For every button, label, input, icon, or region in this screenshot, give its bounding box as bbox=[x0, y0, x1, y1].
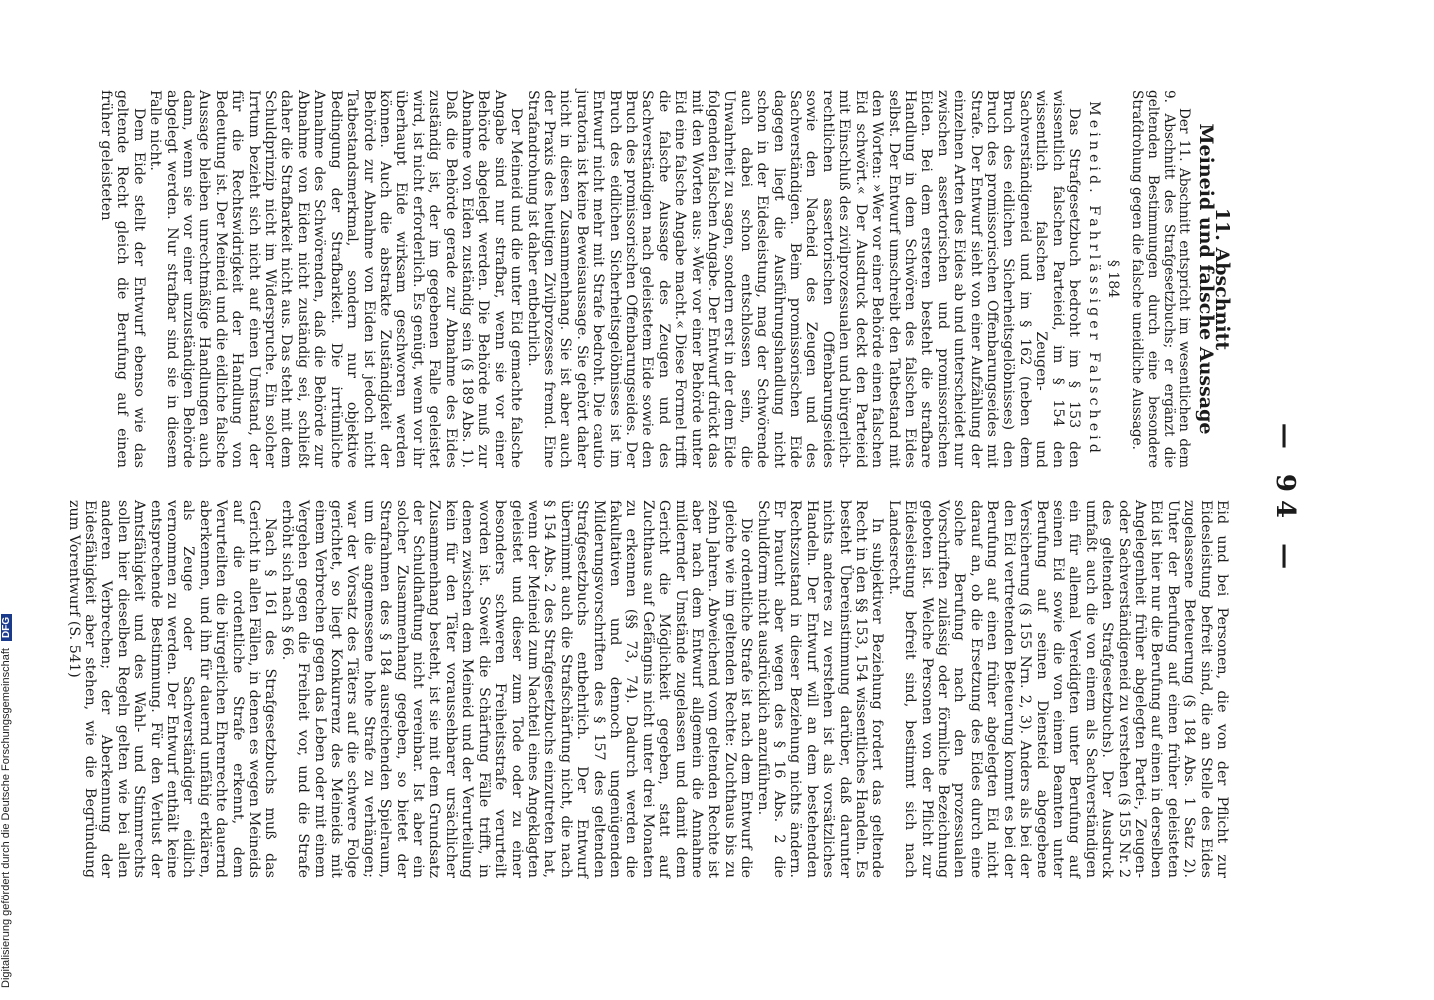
page-number: — 94 — bbox=[1270, 422, 1300, 578]
paragraph-title: Meineid. Fahrlässiger Falscheid bbox=[1086, 101, 1103, 457]
credit-text: Digitalisierung gefördert durch die Deutsche Forschungsgemeinschaft bbox=[0, 648, 12, 988]
dfg-logo: DFG bbox=[1, 614, 12, 641]
body-paragraph: Der Meineid und die unter Eid gemachte falsche Angabe sind nur strafbar, wenn sie vor einer Behörde abgelegt werden. Die Behörde muß zur Abnahme von Eiden zuständig sein (§ 189 Abs. 1). Daß die Behörde gerade zur Abnahme des Eides zuständig ist, der im gegebenen Falle geleistet wird, ist nicht erforderlich. Es genügt, wenn vor ihr überhaupt Eide wirksam geschworen werden können. Auch die abstrakte Zuständigkeit der Behörde zur Abnahme von Eiden ist jedoch nicht Tatbestandsmerkmal, sondern nur objektive Bedingung der Strafbarkeit. Die irrtümliche Annahme des Schwörenden, daß die Behörde zur Abnahme von Eiden nicht zuständig sei, schließt daher die Strafbarkeit nicht aus. Das steht mit dem Schuldprinzip nicht im Widerspruche. Ein solcher Irrtum bezieht sich nicht auf einen Umstand, der für die Rechtswidrigkeit der Handlung von Bedeutung ist. Der Meineid und die eidliche falsche Aussage bleiben unrechtmäßige Handlungen auch dann, wenn sie vor einer unzuständigen Behörde abgelegt werden. Nur strafbar sind sie in diesem Falle nicht. bbox=[147, 90, 525, 468]
section-number: 11. Abschnitt bbox=[1211, 207, 1233, 351]
body-paragraph: Eid und bei Personen, die von der Pflicht zur Eidesleistung befreit sind, die an Stelle des Eides zugelassene Beteuerung (§ 184 Abs. 1 Satz 2). Unter der Berufung auf einen früher geleisteten Eid ist hier nur die Berufung auf einen in derselben Angelegenheit früher abgelegten Partei-, Zeugen- oder Sachverständigeneid zu verstehen (§ 155 Nr. 2 des geltenden Strafgesetzbuchs). Der Ausdruck umfaßt auch die von einem als Sachverständigen ein für allemal Vereidigten unter Berufung auf seinen Eid sowie die von einem Beamten unter Berufung auf seinen Diensteid abgegebene Versicherung (§ 155 Nrn. 2, 3). Anders als bei der den Eid vertretenden Beteuerung kommt es bei der Berufung auf einen früher abgelegten Eid nicht darauf an, ob die Ersetzung des Eides durch eine solche Berufung nach den prozessualen Vorschriften zulässig oder förmliche Bezeichnung geboten ist. Welche Personen von der Pflicht zur Eidesleistung befreit sind, bestimmt sich nach Landesrecht. bbox=[885, 500, 1230, 878]
section-title: Meineid und falsche Aussage bbox=[1194, 123, 1217, 435]
left-column bbox=[98, 90, 1233, 468]
digitization-credit bbox=[0, 0, 12, 988]
body-paragraph: Das Strafgesetzbuch bedroht im § 153 den wissentlich falschen Parteieid, im § 154 den wissentlich falschen Zeugen- und Sachverständigeneid und im § 162 (neben dem Bruch des eidlichen Sicherheitsgelöbnisses) den Bruch des promissorischen Offenbarungseides mit Strafe. Der Entwurf sieht von einer Aufzählung der einzelnen Arten des Eides ab und unterscheidet nur zwischen assertorischen und promissorischen Eiden. Bei dem ersteren besteht die strafbare Handlung in dem Schwören des falschen Eides selbst. Der Entwurf umschreibt den Tatbestand mit den Worten: »Wer vor einer Behörde einen falschen Eid schwört.« Der Ausdruck deckt den Parteieid mit Einschluß des zivilprozessualen und bürgerlich-rechtlichen assertorischen Offenbarungseides sowie den Nacheid des Zeugen und des Sachverständigen. Beim promissorischen Eide dagegen liegt die Ausführungshandlung nicht schon in der Eidesleistung, mag der Schwörende auch dabei schon entschlossen sein, die Unwahrheit zu sagen, sondern erst in der dem Eide folgenden falschen Angabe. Der Entwurf drückt das mit den Worten aus: »Wer vor einer Behörde unter Eid eine falsche Angabe macht.« Diese Formel trifft die falsche Aussage des Zeugen und des Sachverständigen nach geleistetem Eide sowie den Bruch des promissorischen Offenbarungseides. Der Bruch des eidlichen Sicherheitsgelöbnisses ist im Entwurf nicht mehr mit Strafe bedroht. Die cautio juratoria ist keine Beweisaussage. Sie gehört daher nicht in diesen Zusammenhang. Sie ist aber auch der Praxis des heutigen Zivilprozesses fremd. Eine Strafandrohung ist daher entbehrlich. bbox=[524, 90, 1082, 468]
right-column bbox=[65, 500, 1230, 878]
section-intro: Der 11. Abschnitt entspricht im wesentlichen dem 9. Abschnitt des Strafgesetzbuchs; er ergänzt die geltenden Bestimmungen durch eine besondere Strafdrohung gegen die falsche uneidliche Aussage. bbox=[1129, 90, 1193, 468]
body-paragraph: Die ordentliche Strafe ist nach dem Entwurf die gleiche wie im geltenden Rechte: Zuchthaus bis zu zehn Jahren. Abweichend vom geltenden Rechte ist aber nach dem Entwurf allgemein die Annahme mildernder Umstände zugelassen und damit dem Gericht die Möglichkeit gegeben, statt auf Zuchthaus auf Gefängnis nicht unter drei Monaten zu erkennen (§§ 73, 74). Dadurch werden die fakultativen und dennoch ungenügenden Milderungsvorschriften des § 157 des geltenden Strafgesetzbuchs entbehrlich. Der Entwurf übernimmt auch die Strafschärfung nicht, die nach § 154 Abs. 2 des Strafgesetzbuchs einzutreten hat, wenn der Meineid zum Nachteil eines Angeklagten geleistet und dieser zum Tode oder zu einer besonders schweren Freiheitsstrafe verurteilt worden ist. Soweit die Schärfung Fälle trifft, in denen zwischen dem Meineid und der Verurteilung kein für den Täter voraussehbarer ursächlicher Zusammenhang besteht, ist sie mit dem Grundsatz der Schuldhaftung nicht vereinbar. Ist aber ein solcher Zusammenhang gegeben, so bietet der Strafrahmen des § 184 ausreichenden Spielraum, um die angemessene hohe Strafe zu verhängen; war der Vorsatz des Täters auf die schwere Folge gerichtet, so liegt Konkurrenz des Meineids mit einem Verbrechen gegen das Leben oder mit einem Vergehen gegen die Freiheit vor, und die Strafe erhöht sich nach § 66. bbox=[278, 500, 755, 878]
paragraph-number: § 184 bbox=[1104, 259, 1121, 299]
body-paragraph: In subjektiver Beziehung fordert das geltende Recht in den §§ 153, 154 wissentliches Handeln. Es besteht Übereinstimmung darüber, daß darunter nichts anderes zu verstehen ist als vorsätzliches Handeln. Der Entwurf will an dem bestehenden Rechtszustand in dieser Beziehung nichts ändern. Er braucht aber wegen des § 16 Abs. 2 die Schuldform nicht ausdrücklich anzuführen. bbox=[754, 500, 886, 878]
body-paragraph: Dem Eide stellt der Entwurf ebenso wie das geltende Recht gleich die Berufung auf einen früher geleisteten bbox=[98, 90, 147, 468]
document-page bbox=[65, 90, 1300, 910]
body-paragraph: Nach § 161 des Strafgesetzbuchs muß das Gericht in allen Fällen, in denen es wegen Meineids auf die ordentliche Strafe erkennt, dem Verurteilten die bürgerlichen Ehrenrechte dauernd aberkennen, und ihn für dauernd unfähig erklären, als Zeuge oder Sachverständiger eidlich vernommen zu werden. Der Entwurf enthält keine entsprechende Bestimmung. Für den Verlust der Amtsfähigkeit und des Wahl- und Stimmrechts sollen hier dieselben Regeln gelten wie bei allen anderen Verbrechen; der Aberkennung der Eidesfähigkeit aber stehen, wie die Begründung zum Vorentwurf (S. 541) bbox=[65, 500, 279, 878]
